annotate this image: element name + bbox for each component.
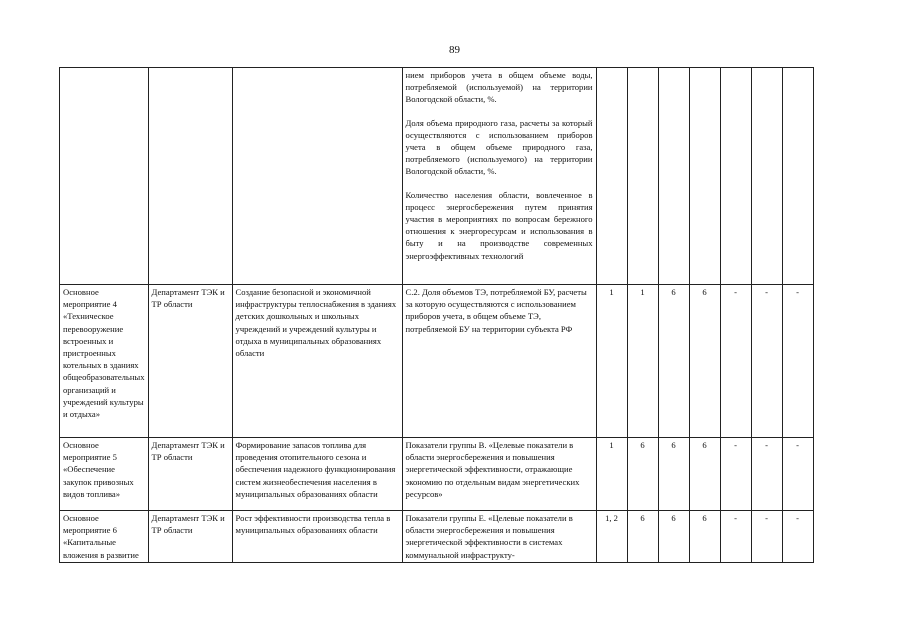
executor-cell <box>148 68 232 285</box>
value-cell: - <box>751 511 782 563</box>
indicator-paragraph: Доля объема природного газа, расчеты за который осуществляются с использованием приборов учета в общем объеме природного газа, потребляемого (используемого) на территории Вологодской области, %. <box>405 117 593 177</box>
result-cell: Формирование запасов топлива для проведения отопительного сезона и обеспечения надежного функционирования систем жизнеобеспечения населения в муниципальных образованиях области <box>232 438 402 511</box>
value-cell: 1, 2 <box>596 511 627 563</box>
page-number: 89 <box>449 44 460 56</box>
executor-cell: Департамент ТЭК и ТР области <box>148 285 232 438</box>
value-cell: - <box>720 438 751 511</box>
value-cell: 1 <box>627 285 658 438</box>
indicator-cell <box>402 68 596 285</box>
value-cell: 6 <box>689 438 720 511</box>
indicator-paragraph: Количество населения области, вовлеченное в процесс энергосбережения путем принятия участия в мероприятиях по вопросам бережного отношения к энергоресурсам и использования в быту и на производстве современных энергоэффективных технологий <box>405 189 593 261</box>
indicator-cell: Показатели группы В. «Целевые показатели в области энергосбережения и повышения энергетической эффективности, отражающие экономию по отдельным видам энергетических ресурсов» <box>402 438 596 511</box>
table-row <box>60 511 814 563</box>
value-cell: 6 <box>689 285 720 438</box>
value-cell: 6 <box>627 511 658 563</box>
value-cell: - <box>720 511 751 563</box>
value-cell: 6 <box>658 438 689 511</box>
result-cell <box>232 68 402 285</box>
table-row <box>60 285 814 438</box>
result-cell: Рост эффективности производства тепла в муниципальных образованиях области <box>232 511 402 563</box>
indicator-cell: Показатели группы Е. «Целевые показатели в области энергосбережения и повышения энергетической эффективности в системах коммунальной инфраструкту- <box>402 511 596 563</box>
indicator-paragraph: нием приборов учета в общем объеме воды, потребляемой (используемой) на территории Вологодской области, %. <box>405 70 593 105</box>
value-cell: 1 <box>596 285 627 438</box>
value-cell: 1 <box>596 438 627 511</box>
measure-cell: Основное мероприятие 5 «Обеспечение закупок привозных видов топлива» <box>60 438 149 511</box>
value-cell: - <box>782 511 813 563</box>
value-cell: 6 <box>658 511 689 563</box>
measure-cell: Основное мероприятие 6 «Капитальные вложения в развитие <box>60 511 149 563</box>
program-table <box>59 67 814 563</box>
value-cell: - <box>751 438 782 511</box>
value-cell: 6 <box>689 511 720 563</box>
value-cell: 6 <box>658 285 689 438</box>
table-row <box>60 438 814 511</box>
value-cell: - <box>782 285 813 438</box>
value-cell: - <box>720 285 751 438</box>
result-cell: Создание безопасной и экономичной инфраструктуры теплоснабжения в зданиях детских дошкольных и школьных учреждений и учреждений культуры и отдыха в муниципальных образованиях области <box>232 285 402 438</box>
executor-cell: Департамент ТЭК и ТР области <box>148 438 232 511</box>
value-cell: - <box>751 285 782 438</box>
measure-cell: Основное мероприятие 4 «Техническое перевооружение встроенных и пристроенных котельных в зданиях общеобразовательных организаций и учреждений культуры и отдыха» <box>60 285 149 438</box>
value-cell: 6 <box>627 438 658 511</box>
table-row <box>60 68 814 285</box>
value-cell: - <box>782 438 813 511</box>
measure-cell <box>60 68 149 285</box>
indicator-cell: С.2. Доля объемов ТЭ, потребляемой БУ, расчеты за которую осуществляются с использованием приборов учета, в общем объеме ТЭ, потребляемой БУ на территории субъекта РФ <box>402 285 596 438</box>
executor-cell: Департамент ТЭК и ТР области <box>148 511 232 563</box>
